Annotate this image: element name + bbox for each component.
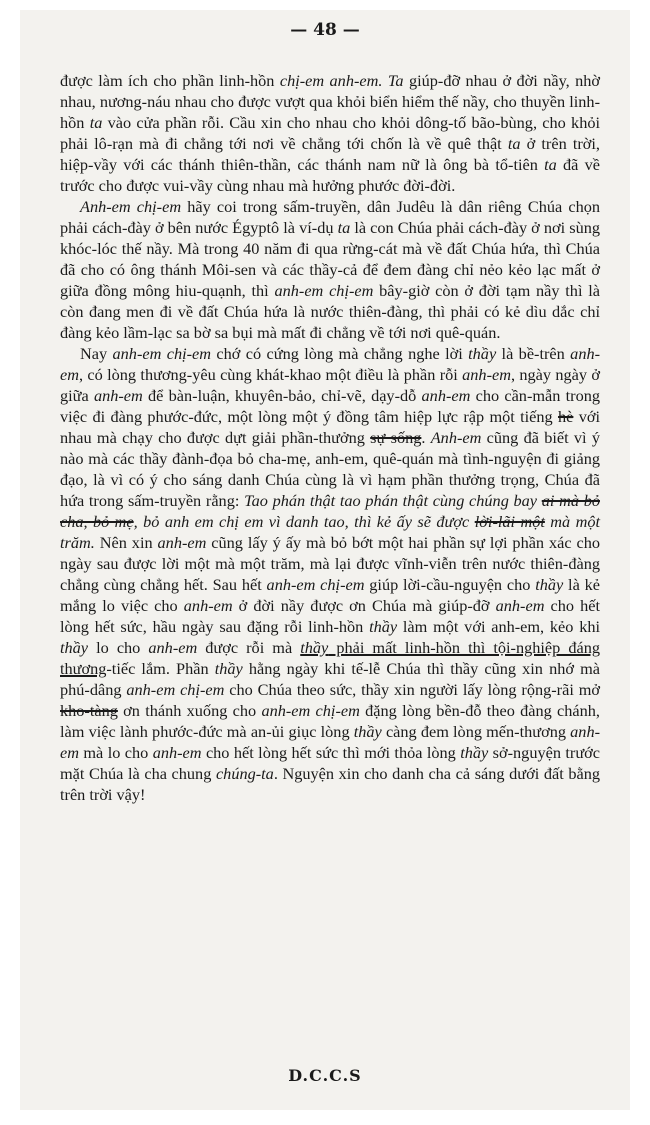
paragraph [60,196,600,343]
document-page [20,10,630,1110]
italic-text: ta [544,155,557,174]
italic-text: thầy [535,575,564,594]
italic-text: anh-em [60,344,601,384]
text-run: ở đời nầy được ơn Chúa mà giúp-đỡ [232,596,496,615]
italic-text: anh-em [157,533,207,552]
text-run: hằng ngày khi tế-lễ Chúa thì thầy cũng xin nhớ mà phú-dâng [60,659,600,699]
text-run: hãy coi trong sấm-truyền, dân Judêu là dân riêng Chúa chọn phải cách-đày ở bên nước Égyptô là ví-dụ [60,197,600,237]
text-run: ở trên trời, hiệp-vầy với các thánh thiên-thần, các thánh nam nữ là ông bà tổ-tiên [60,134,600,174]
text-run: lo cho [88,638,149,657]
text-run: -tiếc lắm. Phần [106,659,215,678]
italic-text: anh-em [148,638,198,657]
text-run: đã về trước cho được vui-vầy cùng nhau mà hưởng phước đời-đời. [60,155,601,195]
text-run: , ngày ngày ở giữa [60,365,600,405]
paragraph [60,70,600,196]
text-run: là kẻ mắng lo việc cho [60,575,600,615]
italic-text: thầy [468,344,497,363]
text-run: sở-nguyện trước mặt Chúa là cha chung [60,743,600,783]
italic-text: Anh-em chị-em [80,197,182,216]
text-run: được làm ích cho phần linh-hồn [60,71,280,90]
text-run: cho cần-mẫn trong việc đi đàng phước-đức, một lòng một ý đồng tâm hiệp lực rập một tiếng [60,386,600,426]
italic-text: anh-em [60,722,600,762]
italic-text: thầy [460,743,489,762]
italic-text: anh-em [152,743,202,762]
italic-text: ta [337,218,351,237]
italic-text: thầy [214,659,243,678]
italic-text: ta [89,113,103,132]
underlined-text: thầy [300,638,329,657]
struck-text: ai mà bỏ cha, bỏ mẹ [60,491,600,531]
text-run: mà lo cho [78,743,153,762]
text-run: . Nguyện xin cho danh cha cả sáng dưới đất bằng trên trời vậy! [60,764,601,804]
page-number-header: — 48 — [290,20,360,40]
text-run: để bàn-luận, khuyên-bảo, chỉ-vẽ, dạy-dỗ [142,386,422,405]
struck-text: sự sống [370,428,422,447]
text-run: , có lòng thương-yêu cùng khát-khao một điều là phần rỗi [78,365,463,384]
text-run: giúp lời-cầu-nguyện cho [364,575,536,594]
italic-text: anh-em [462,365,511,384]
text-run: giúp-đỡ nhau ở đời nầy, nhờ nhau, nương-náu nhau cho được vượt qua khỏi biển hiểm thế nầy, cho thuyền linh-hồn [60,71,601,132]
italic-text: anh-em chị-em [261,701,360,720]
text-run: Nay [80,344,113,363]
italic-text: , bỏ anh em chị em vì danh tao, thì kẻ ấy sẽ được [133,512,475,531]
text-run: ơn thánh xuống cho [117,701,262,720]
italic-text: mà một trăm. [60,512,601,552]
text-run: Nên xin [94,533,158,552]
body-text [60,70,600,805]
italic-text: thầy [353,722,382,741]
italic-text: anh-em [495,596,545,615]
text-run: chớ có cứng lòng mà chẳng nghe lời [211,344,469,363]
text-run: được rỗi mà [197,638,301,657]
text-run: vào cửa phần rỗi. Cầu xin cho nhau cho khỏi dông-tố bão-bùng, cho khỏi phải lô-rạn mà đi chẳng tới nơi về chẳng tới chốn là về quê thật [60,113,600,153]
italic-text: anh-em chị-em [112,344,212,363]
text-run: cho hết lòng hết sức, hầu ngày sau đặng rỗi linh-hồn [60,596,601,636]
italic-text: anh-em chị-em [274,281,374,300]
italic-text: anh-em chị-em [266,575,365,594]
text-run: làm một với anh-em, kẻo khi [397,617,600,636]
text-run: với nhau mà chạy cho được dựt giải phần-thưởng [60,407,600,447]
signature: D.C.C.S [288,1066,362,1085]
italic-text: thầy [60,638,89,657]
text-run: cũng lấy ý ấy mà bỏ bớt một hai phần sự lợi phần xác cho ngày sau được lời một mà một trăm, mà lại được vĩnh-viễn trên nước thiên-đàng chẳng cùng chẳng hết. Sau hết [60,533,601,594]
text-run: cho hết lòng hết sức thì mới thỏa lòng [201,743,461,762]
italic-text: Ta [387,71,404,90]
text-run: . [421,428,431,447]
italic-text: Anh-em [430,428,482,447]
struck-text: hè [558,407,574,426]
italic-text: chị-em anh-em. [279,71,383,90]
underlined-text: phải mất linh-hồn thì tội-nghiệp đáng thương [60,638,600,678]
struck-text: kho-tàng [60,701,118,720]
text-run: cho Chúa theo sức, thầy xin người lấy lòng rộng-rãi mở [224,680,600,699]
text-run: cũng đã biết vì ý nào mà các thầy đành-đọa bỏ cha-mẹ, anh-em, quê-quán mà tình-nguyện đi giảng đạo, là vì có ý cho sáng danh Chúa cùng là vì hạm phần thưởng trọng, Chúa đã hứa trong sấm-truyền rằng: [60,428,601,510]
italic-text: anh-em [93,386,143,405]
italic-text: Tao phán thật tao phán thật cùng chúng bay [244,491,542,510]
paragraph [60,343,600,805]
italic-text: anh-em [183,596,233,615]
text-run: đặng lòng bền-đỗ theo đàng chánh, làm việc lành phước-đức mà an-ủi giục lòng [60,701,600,741]
italic-text: chúng-ta [215,764,274,783]
text-run: càng đem lòng mến-thương [381,722,571,741]
italic-text: ta [507,134,521,153]
text-run: bây-giờ còn ở đời tạm nầy thì là còn đang men đi về đất Chúa hứa là nước thiên-đàng, thì phải có kẻ dìu dắc chỉ đàng kẻo lầm-lạc sa bờ sa bụi mà mất đi chẳng về tới nơi quê-quán. [60,281,600,342]
italic-text: thầy [369,617,398,636]
text-run: là con Chúa phải cách-đày ở nơi sùng khóc-lóc thế nầy. Mà trong 40 năm đi qua rừng-cát mà về đất Chúa hứa, thì Chúa đã cho có ông thánh Môi-sen và các thầy-cả để đem đàng chỉ nẻo kẻo lạc mất ở giữa đồng mông hiu-quạnh, thì [60,218,600,300]
struck-text: lời-lãi một [474,512,545,531]
italic-text: anh-em [421,386,471,405]
italic-text: anh-em chị-em [126,680,225,699]
text-run: là bề-trên [496,344,571,363]
